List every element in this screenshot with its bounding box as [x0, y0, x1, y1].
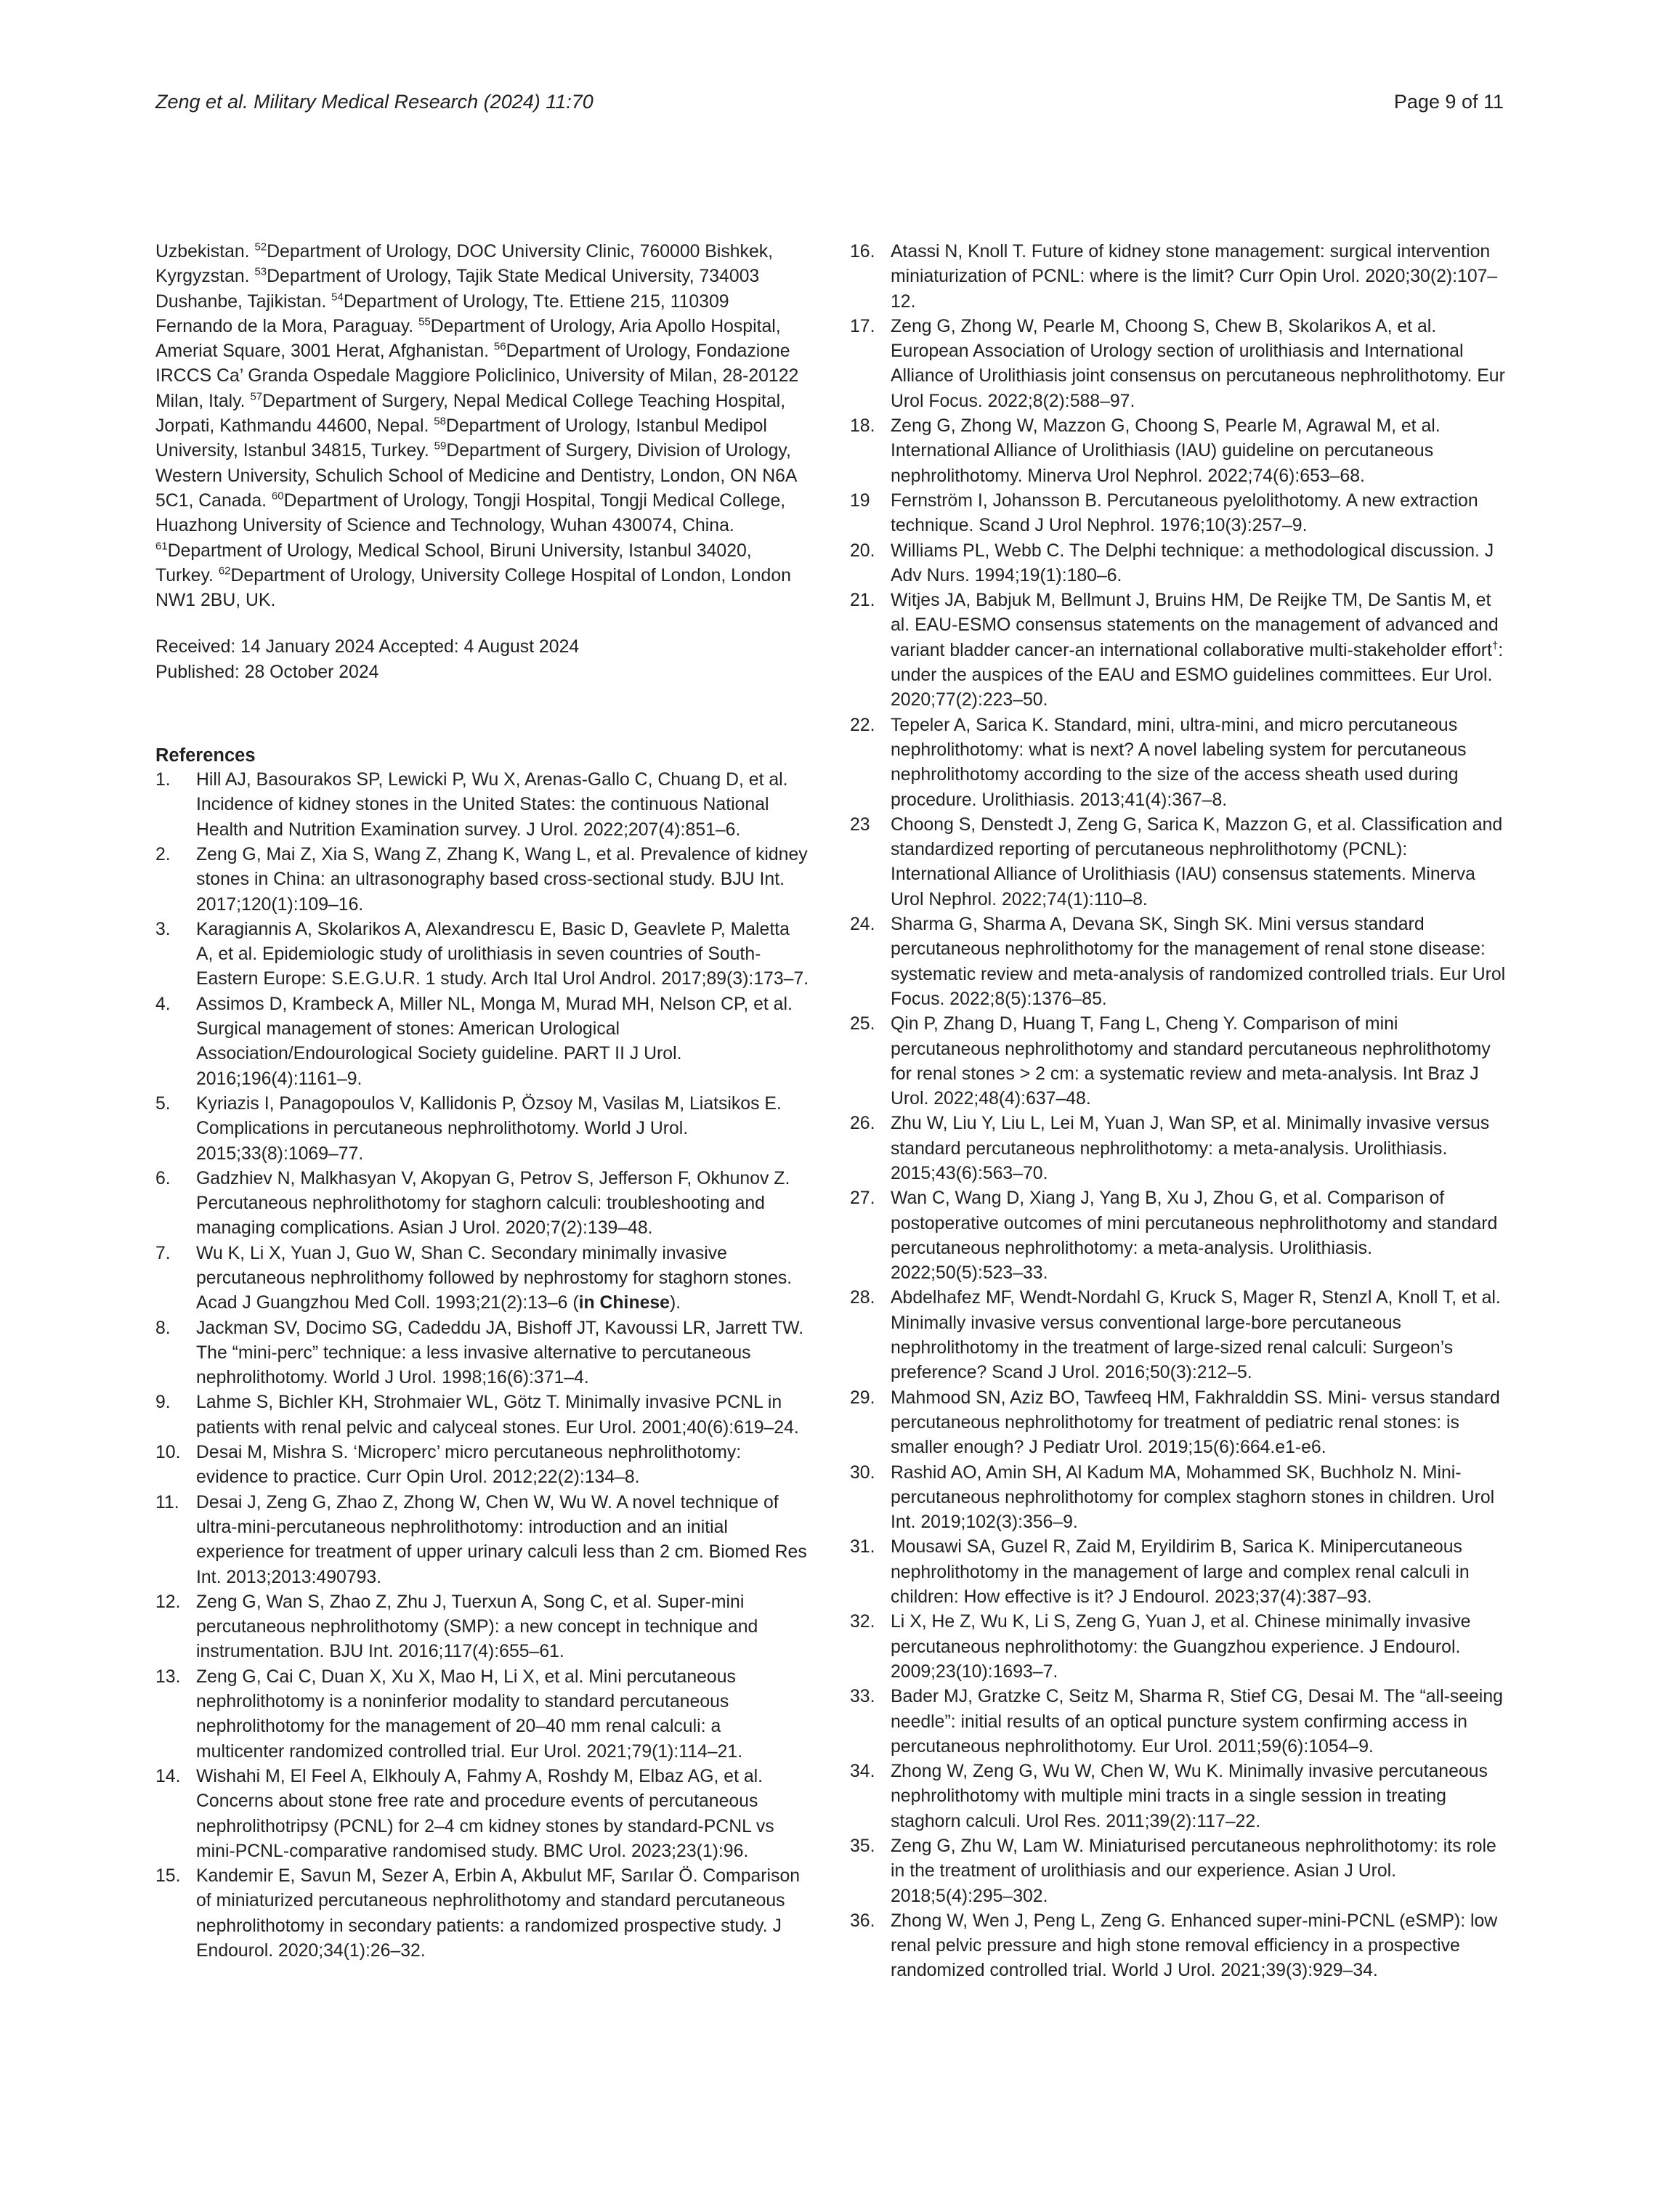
reference-number: 2.: [155, 844, 171, 864]
reference-item: [850, 1535, 1508, 1610]
reference-number: 3.: [155, 919, 171, 939]
running-head-authors: Zeng: [155, 91, 206, 113]
page-number: Page 9 of 11: [1393, 91, 1504, 113]
affiliation-text: Department of Urology, DOC University Clinic, 760000 Bishkek, Kyrgyzstan.: [155, 242, 774, 287]
affiliation-text: Department of Surgery, Nepal Medical College Teaching Hospital, Jorpati, Kathmandu 44600, Nepal.: [155, 391, 786, 437]
reference-text: Gadzhiev N, Malkhasyan V, Akopyan G, Petrov S, Jefferson F, Okhunov Z. Percutaneous nephrolithotomy for staghorn calculi: troubleshooting and managing complications. Asian J Urol. 2020;7(2):139–48.: [196, 1168, 790, 1239]
reference-number: 21.: [850, 591, 875, 611]
reference-item: [155, 1665, 809, 1765]
reference-number: 30.: [850, 1462, 875, 1483]
reference-number: 1.: [155, 770, 171, 790]
reference-text-tail: : under the auspices of the EAU and ESMO guidelines committees. Eur Urol. 2020;77(2):223–50.: [891, 640, 1504, 710]
reference-text: Zeng G, Zhong W, Mazzon G, Choong S, Pearle M, Agrawal M, et al. International Alliance of Urolithiasis (IAU) guideline on percutaneous nephrolithotomy. Minerva Urol Nephrol. 2022;74(6):653–68.: [891, 416, 1441, 486]
reference-item: [155, 843, 809, 917]
affiliation-text: Department of Urology, University College Hospital of London, London NW1 2BU, UK.: [155, 565, 791, 611]
reference-number: 34.: [850, 1762, 875, 1782]
left-column: [155, 240, 809, 1964]
reference-item: [850, 1386, 1508, 1461]
references-heading: References: [155, 745, 256, 766]
reference-text: Zhong W, Zeng G, Wu W, Chen W, Wu K. Minimally invasive percutaneous nephrolithotomy with multiple mini tracts in a single session in treating staghorn calculi. Urol Res. 2011;39(2):117–22.: [891, 1762, 1488, 1831]
reference-number: 11.: [155, 1492, 179, 1512]
reference-text: Wu K, Li X, Yuan J, Guo W, Shan C. Secondary minimally invasive percutaneous nephrolithomy followed by nephrostomy for staghorn stones. Acad J Guangzhou Med Coll. 1993;21(2):13–6 (: [196, 1243, 793, 1313]
reference-text: Jackman SV, Docimo SG, Cadeddu JA, Bishoff JT, Kavoussi LR, Jarrett TW. The “mini-perc” technique: a less invasive alternative to percutaneous nephrolithotomy. World J Urol. 1998;16(6):371–4.: [196, 1318, 804, 1388]
reference-text: Mahmood SN, Aziz BO, Tawfeeq HM, Fakhralddin SS. Mini- versus standard percutaneous nephrolithotomy for treatment of pediatric renal stones: is smaller enough? J Pediatr Urol. 2019;15(6):664.e1-e6.: [891, 1387, 1500, 1458]
reference-number: 4.: [155, 994, 171, 1014]
reference-item: [850, 1012, 1508, 1111]
affiliation-text: Uzbekistan.: [155, 242, 255, 262]
reference-number: 17.: [850, 316, 875, 336]
affiliation-text: Department of Urology, Fondazione IRCCS Ca’ Granda Ospedale Maggiore Policlinico, University of Milan, 28-20122 Milan, Italy.: [155, 341, 799, 411]
running-head: [155, 89, 594, 115]
reference-item: [155, 1441, 809, 1491]
reference-text: Zeng G, Wan S, Zhao Z, Zhu J, Tuerxun A, Song C, et al. Super-mini percutaneous nephrolithotomy (SMP): a new concept in technique and instrumentation. BJU Int. 2016;117(4):655–61.: [196, 1592, 758, 1662]
reference-item: [850, 1610, 1508, 1685]
reference-text: Zeng G, Mai Z, Xia S, Wang Z, Zhang K, Wang L, et al. Prevalence of kidney stones in China: an ultrasonography based cross-sectional study. BJU Int. 2017;120(1):109–16.: [196, 844, 808, 915]
reference-number: 16.: [850, 242, 875, 262]
reference-number: 29.: [850, 1387, 875, 1408]
article-dates: [155, 635, 809, 685]
reference-number: 23: [850, 814, 870, 835]
reference-text: Rashid AO, Amin SH, Al Kadum MA, Mohammed SK, Buchholz N. Mini-percutaneous nephrolithotomy for complex staghorn stones in children. Urol Int. 2019;102(3):356–9.: [891, 1462, 1495, 1533]
reference-text: Zhong W, Wen J, Peng L, Zeng G. Enhanced super-mini-PCNL (eSMP): low renal pelvic pressure and high stone removal efficiency in a prospective randomized controlled trial. World J Urol. 2021;39(3):929–34.: [891, 1911, 1498, 1981]
reference-list-left: [155, 768, 809, 1964]
affiliation-number: 62: [218, 564, 231, 578]
reference-text: Hill AJ, Basourakos SP, Lewicki P, Wu X, Arenas-Gallo C, Chuang D, et al. Incidence of kidney stones in the United States: the continuous National Health and Nutrition Examination survey. J Urol. 2022;207(4):851–6.: [196, 770, 788, 840]
reference-item: [850, 813, 1508, 912]
reference-text: Tepeler A, Sarica K. Standard, mini, ultra-mini, and micro percutaneous nephrolithotomy: what is next? A novel labeling system for percutaneous nephrolithotomy according to the size of the access sheath used during procedure. Urolithiasis. 2013;41(4):367–8.: [891, 715, 1467, 810]
reference-item: [155, 1491, 809, 1590]
reference-text: Desai M, Mishra S. ‘Microperc’ micro percutaneous nephrolithotomy: evidence to practice. Curr Opin Urol. 2012;22(2):134–8.: [196, 1443, 742, 1488]
affiliation-number: 55: [418, 315, 431, 328]
affiliation-text: Department of Urology, Tongji Hospital, Tongji Medical College, Huazhong University of Science and Technology, Wuhan 430074, China.: [155, 490, 786, 536]
reference-item: [850, 1186, 1508, 1286]
reference-item: [850, 414, 1508, 489]
affiliation-number: 57: [250, 390, 263, 403]
affiliation-text: Department of Urology, Tajik State Medical University, 734003 Dushanbe, Tajikistan.: [155, 267, 760, 312]
reference-item: [155, 1167, 809, 1241]
affiliation-text: Department of Urology, Tte. Ettiene 215, 110309 Fernando de la Mora, Paraguay.: [155, 291, 729, 336]
reference-text: Assimos D, Krambeck A, Miller NL, Monga M, Murad MH, Nelson CP, et al. Surgical management of stones: American Urological Association/Endourological Society guideline. PART II J Urol. 2016;196(4):1161–9.: [196, 994, 793, 1089]
reference-item: [850, 539, 1508, 589]
affiliation-number: 52: [254, 240, 267, 254]
reference-text: Abdelhafez MF, Wendt-Nordahl G, Kruck S, Mager R, Stenzl A, Knoll T, et al. Minimally invasive versus conventional large-bore percutaneous nephrolithotomy in the treatment of large-sized renal calculi: Surgeon’s preference? Scand J Urol. 2016;50(3):212–5.: [891, 1288, 1501, 1383]
reference-text: Zhu W, Liu Y, Liu L, Lei M, Yuan J, Wan SP, et al. Minimally invasive versus standard percutaneous nephrolithotomy: a meta-analysis. Urolithiasis. 2015;43(6):563–70.: [891, 1114, 1490, 1183]
reference-text: Atassi N, Knoll T. Future of kidney stone management: surgical intervention miniaturization of PCNL: where is the limit? Curr Opin Urol. 2020;30(2):107–12.: [891, 242, 1498, 312]
reference-number: 6.: [155, 1168, 171, 1188]
reference-number: 13.: [155, 1666, 181, 1687]
reference-number: 9.: [155, 1393, 171, 1413]
reference-text: Kandemir E, Savun M, Sezer A, Erbin A, Akbulut MF, Sarılar Ö. Comparison of miniaturized percutaneous nephrolithotomy and standard percutaneous nephrolithotomy in secondary patients: a randomized prospective study. J Endourol. 2020;34(1):26–32.: [196, 1866, 801, 1961]
reference-number: 14.: [155, 1766, 181, 1786]
reference-item: [850, 489, 1508, 539]
reference-number: 27.: [850, 1188, 875, 1209]
affiliation-text: Department of Urology, Istanbul Medipol University, Istanbul 34815, Turkey.: [155, 416, 767, 461]
reference-item: [850, 713, 1508, 813]
reference-number: 31.: [850, 1537, 875, 1557]
reference-text: Mousawi SA, Guzel R, Zaid M, Eryildirim B, Sarica K. Minipercutaneous nephrolithotomy in the management of large and complex renal calculi in children: How effective is it? J Endourol. 2023;37(4):387–93.: [891, 1537, 1470, 1608]
reference-item: [850, 1461, 1508, 1536]
reference-item: [155, 1316, 809, 1391]
reference-text: Witjes JA, Babjuk M, Bellmunt J, Bruins HM, De Reijke TM, De Santis M, et al. EAU-ESMO consensus statements on the management of advanced and variant bladder cancer-an international collaborative multi-stakeholder effort: [891, 591, 1499, 660]
reference-text: Wan C, Wang D, Xiang J, Yang B, Xu J, Zhou G, et al. Comparison of postoperative outcomes of mini percutaneous nephrolithotomy and standard percutaneous nephrolithotomy: a meta-analysis. Urolithiasis. 2022;50(5):523–33.: [891, 1188, 1498, 1284]
reference-number: 25.: [850, 1014, 875, 1034]
reference-text: Zeng G, Zhong W, Pearle M, Choong S, Chew B, Skolarikos A, et al. European Association of Urology section of urolithiasis and International Alliance of Urolithiasis joint consensus on percutaneous nephrolithotomy. Eur Urol Focus. 2022;8(2):588–97.: [891, 316, 1505, 411]
reference-text: Wishahi M, El Feel A, Elkhouly A, Fahmy A, Roshdy M, Elbaz AG, et al. Concerns about stone free rate and procedure events of percutaneous nephrolithotripsy (PCNL) for 2–4 cm kidney stones by standard-PCNL vs mini-PCNL-comparative randomised study. BMC Urol. 2023;23(1):96.: [196, 1766, 774, 1861]
affiliation-number: 58: [434, 415, 446, 428]
reference-text: Desai J, Zeng G, Zhao Z, Zhong W, Chen W, Wu W. A novel technique of ultra-mini-percutaneous nephrolithotomy: introduction and an initial experience for treatment of upper urinary calculi less than 2 cm. Biomed Res Int. 2013;2013:490793.: [196, 1492, 807, 1587]
running-head-journal: Military Medical Research (2024) 11:70: [248, 91, 594, 113]
reference-number: 28.: [850, 1288, 875, 1308]
reference-item: [155, 1390, 809, 1441]
reference-item: [155, 1241, 809, 1316]
reference-text: Lahme S, Bichler KH, Strohmaier WL, Götz T. Minimally invasive PCNL in patients with renal pelvic and calyceal stones. Eur Urol. 2001;40(6):619–24.: [196, 1393, 799, 1438]
running-head-etal: et al.: [206, 91, 248, 113]
reference-text: Kyriazis I, Panagopoulos V, Kallidonis P, Özsoy M, Vasilas M, Liatsikos E. Complications in percutaneous nephrolithotomy. World J Urol. 2015;33(8):1069–77.: [196, 1093, 782, 1164]
reference-item: [850, 240, 1508, 315]
affiliation-number: 56: [493, 340, 506, 353]
reference-text: Li X, He Z, Wu K, Li S, Zeng G, Yuan J, et al. Chinese minimally invasive percutaneous nephrolithotomy: the Guangzhou experience. J Endourol. 2009;23(10):1693–7.: [891, 1612, 1471, 1682]
reference-dagger: †: [1491, 639, 1499, 652]
reference-number: 26.: [850, 1114, 875, 1134]
reference-text: Qin P, Zhang D, Huang T, Fang L, Cheng Y. Comparison of mini percutaneous nephrolithotomy and standard percutaneous nephrolithotomy for renal stones > 2 cm: a systematic review and meta-analysis. Int Braz J Urol. 2022;48(4):637–48.: [891, 1014, 1491, 1109]
reference-text: Zeng G, Zhu W, Lam W. Miniaturised percutaneous nephrolithotomy: its role in the treatment of urolithiasis and our experience. Asian J Urol. 2018;5(4):295–302.: [891, 1836, 1496, 1906]
reference-number: 8.: [155, 1318, 171, 1338]
reference-text: Bader MJ, Gratzke C, Seitz M, Sharma R, Stief CG, Desai M. The “all-seeing needle”: initial results of an optical puncture system confirming access in percutaneous nephrolithotomy. Eur Urol. 2011;59(6):1054–9.: [891, 1687, 1503, 1757]
reference-number: 33.: [850, 1687, 875, 1707]
reference-item: [155, 1092, 809, 1167]
reference-number: 32.: [850, 1612, 875, 1632]
reference-text: Sharma G, Sharma A, Devana SK, Singh SK. Mini versus standard percutaneous nephrolithotomy for the management of renal stone disease: systematic review and meta-analysis of randomized controlled trials. Eur Urol Focus. 2022;8(5):1376–85.: [891, 915, 1506, 1009]
reference-number: 12.: [155, 1592, 181, 1612]
reference-number: 15.: [155, 1866, 181, 1887]
affiliation-number: 54: [331, 291, 344, 304]
reference-number: 10.: [155, 1443, 181, 1463]
reference-number: 20.: [850, 540, 875, 561]
reference-item: [850, 588, 1508, 713]
reference-text: Fernström I, Johansson B. Percutaneous pyelolithotomy. A new extraction technique. Scand J Urol Nephrol. 1976;10(3):257–9.: [891, 490, 1478, 536]
right-column: [850, 240, 1508, 1984]
reference-number: 35.: [850, 1836, 875, 1856]
affiliation-text: Department of Surgery, Division of Urology, Western University, Schulich School of Medicine and Dentistry, London, ON N6A 5C1, Canada.: [155, 441, 797, 511]
received-accepted-dates: Received: 14 January 2024 Accepted: 4 August 2024: [155, 637, 580, 657]
reference-number: 22.: [850, 715, 875, 735]
reference-item: [850, 1286, 1508, 1385]
reference-item: [850, 1111, 1508, 1186]
reference-number: 18.: [850, 416, 875, 437]
reference-item: [155, 992, 809, 1092]
reference-item: [155, 1765, 809, 1864]
reference-text: Karagiannis A, Skolarikos A, Alexandrescu E, Basic D, Geavlete P, Maletta A, et al. Epidemiologic study of urolithiasis in seven countries of South-Eastern Europe: S.E.G.U.R. 1 study. Arch Ital Urol Androl. 2017;89(3):173–7.: [196, 919, 809, 989]
reference-item: [155, 1590, 809, 1665]
affiliation-number: 61: [155, 540, 168, 553]
reference-item: [155, 917, 809, 992]
reference-number: 36.: [850, 1911, 875, 1931]
reference-text: Choong S, Denstedt J, Zeng G, Sarica K, Mazzon G, et al. Classification and standardized reporting of percutaneous nephrolithotomy (PCNL): International Alliance of Urolithiasis (IAU) consensus statements. Minerva Urol Nephrol. 2022;74(1):110–8.: [891, 814, 1503, 909]
reference-number: 7.: [155, 1243, 171, 1263]
reference-item: [850, 1834, 1508, 1909]
published-date: Published: 28 October 2024: [155, 662, 379, 682]
affiliation-text: Department of Urology, Aria Apollo Hospital, Ameriat Square, 3001 Herat, Afghanistan.: [155, 316, 781, 362]
reference-text-tail: ).: [669, 1293, 681, 1313]
reference-number: 5.: [155, 1093, 171, 1114]
reference-number: 19: [850, 490, 870, 511]
author-affiliations: [155, 240, 809, 613]
reference-item: [850, 315, 1508, 414]
reference-item: [850, 1759, 1508, 1834]
affiliation-text: Department of Urology, Medical School, Biruni University, Istanbul 34020, Turkey.: [155, 540, 752, 586]
affiliation-number: 59: [434, 440, 447, 453]
reference-item: [850, 1685, 1508, 1759]
reference-number: 24.: [850, 915, 875, 935]
affiliation-number: 60: [271, 490, 284, 503]
reference-text: Zeng G, Cai C, Duan X, Xu X, Mao H, Li X, et al. Mini percutaneous nephrolithotomy is a noninferior modality to standard percutaneous nephrolithotomy for the management of 20–40 mm renal calculi: a multicenter randomized controlled trial. Eur Urol. 2021;79(1):114–21.: [196, 1666, 743, 1762]
reference-item: [155, 768, 809, 843]
reference-item: [155, 1864, 809, 1964]
reference-item: [850, 912, 1508, 1012]
reference-text: Williams PL, Webb C. The Delphi technique: a methodological discussion. J Adv Nurs. 1994;19(1):180–6.: [891, 540, 1494, 586]
affiliation-number: 53: [254, 266, 267, 279]
reference-language-note: in Chinese: [578, 1293, 670, 1313]
reference-item: [850, 1909, 1508, 1984]
reference-list-right: [850, 240, 1508, 1984]
